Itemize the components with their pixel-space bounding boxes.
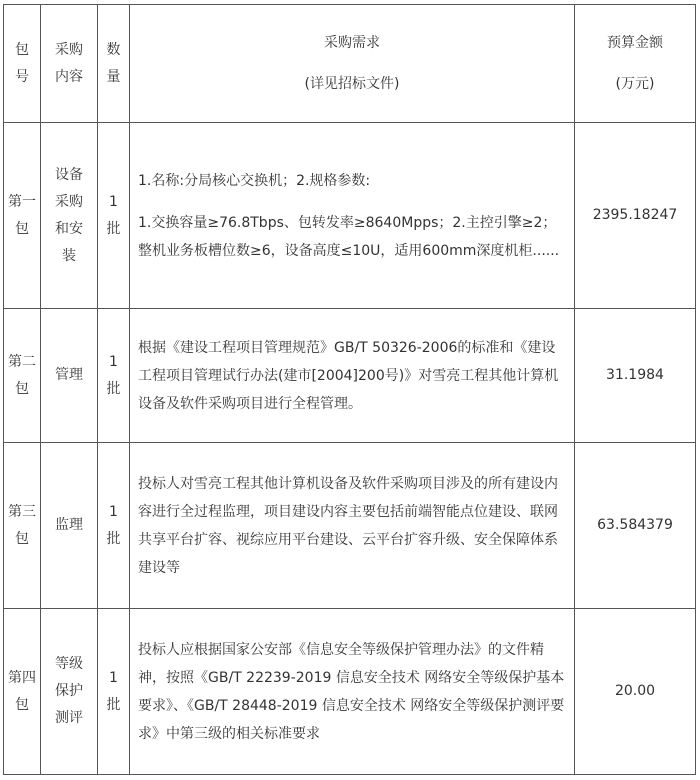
requirement-paragraph: 1.交换容量≥76.8Tbps、包转发率≥8640Mpps；2.主控引擎≥2；整机业务板槽位数≥6，设备高度≤10U，适用600mm深度机柜...... bbox=[138, 214, 560, 259]
package-cell bbox=[4, 609, 41, 775]
header-package-line: 号 bbox=[15, 68, 29, 85]
package-line: 第二 bbox=[8, 353, 36, 370]
content-line: 等级 bbox=[55, 656, 83, 672]
content-cell bbox=[41, 609, 98, 775]
header-quantity-line: 量 bbox=[106, 68, 121, 85]
budget-cell: 20.00 bbox=[575, 609, 696, 775]
table-row bbox=[4, 609, 696, 775]
budget-cell: 31.1984 bbox=[575, 309, 696, 443]
package-line: 第三 bbox=[8, 503, 36, 520]
requirement-cell bbox=[130, 123, 575, 309]
requirement-paragraph: 根据《建设工程项目管理规范》GB/T 50326-2006的标准和《建设工程项目管理试行办法(建市[2004]200号)》对雪亮工程其他计算机设备及软件采购项目进行全程管理。 bbox=[138, 339, 559, 412]
requirement-cell bbox=[130, 609, 575, 775]
quantity-line: 1 bbox=[109, 669, 118, 686]
header-content-line: 内容 bbox=[55, 68, 83, 85]
paragraph-gap bbox=[138, 195, 566, 209]
quantity-line: 1 bbox=[109, 193, 118, 210]
header-quantity bbox=[98, 5, 130, 123]
header-budget bbox=[575, 5, 696, 123]
content-line: 保护 bbox=[55, 683, 83, 699]
header-package bbox=[4, 5, 41, 123]
quantity-cell bbox=[98, 443, 130, 609]
package-line: 包 bbox=[15, 530, 29, 547]
procurement-table bbox=[3, 4, 696, 775]
header-budget-title: 预算金额 bbox=[607, 34, 663, 51]
quantity-cell bbox=[98, 609, 130, 775]
content-line: 装 bbox=[62, 247, 76, 264]
package-line: 包 bbox=[15, 380, 29, 397]
package-line: 包 bbox=[15, 220, 29, 237]
package-line: 第一 bbox=[8, 193, 36, 210]
content-line: 管理 bbox=[55, 367, 83, 383]
content-line: 和安 bbox=[55, 220, 83, 237]
quantity-line: 批 bbox=[106, 696, 121, 713]
quantity-line: 1 bbox=[109, 353, 118, 370]
package-line: 包 bbox=[15, 696, 29, 713]
header-requirement bbox=[130, 5, 575, 123]
content-cell bbox=[41, 443, 98, 609]
quantity-line: 批 bbox=[106, 380, 121, 397]
quantity-cell bbox=[98, 123, 130, 309]
quantity-line: 1 bbox=[109, 503, 118, 520]
quantity-line: 批 bbox=[106, 530, 121, 547]
content-line: 采购 bbox=[55, 193, 83, 210]
content-line: 设备 bbox=[55, 166, 83, 183]
header-row bbox=[4, 5, 696, 123]
header-requirement-title: 采购需求 bbox=[324, 34, 380, 51]
requirement-cell bbox=[130, 309, 575, 443]
table-row bbox=[4, 443, 696, 609]
table-row bbox=[4, 309, 696, 443]
package-cell bbox=[4, 123, 41, 309]
header-content-line: 采购 bbox=[55, 41, 83, 58]
table-row bbox=[4, 123, 696, 309]
package-cell bbox=[4, 443, 41, 609]
header-package-line: 包 bbox=[15, 41, 29, 58]
header-requirement-note: (详见招标文件) bbox=[304, 75, 400, 92]
content-cell bbox=[41, 123, 98, 309]
content-line: 测评 bbox=[55, 710, 83, 726]
quantity-line: 批 bbox=[106, 220, 121, 237]
package-cell bbox=[4, 309, 41, 443]
requirement-cell bbox=[130, 443, 575, 609]
budget-cell: 2395.18247 bbox=[575, 123, 696, 309]
requirement-paragraph: 投标人应根据国家公安部《信息安全等级保护管理办法》的文件精神，按照《GB/T 22239-2019 信息安全技术 网络安全等级保护基本要求》、《GB/T 28448-2019 信息安全技术 网络安全等级保护测评要求》中第三级的相关标准要求 bbox=[138, 641, 565, 742]
content-cell bbox=[41, 309, 98, 443]
content-line: 监理 bbox=[55, 517, 83, 533]
budget-cell: 63.584379 bbox=[575, 443, 696, 609]
header-content bbox=[41, 5, 98, 123]
header-budget-unit: (万元) bbox=[615, 75, 655, 92]
requirement-paragraph: 1.名称:分局核心交换机；2.规格参数: bbox=[138, 172, 371, 189]
package-line: 第四 bbox=[8, 669, 36, 686]
requirement-paragraph: 投标人对雪亮工程其他计算机设备及软件采购项目涉及的所有建设内容进行全过程监理，项目建设内容主要包括前端智能点位建设、联网共享平台扩容、视综应用平台建设、云平台扩容升级、安全保障体系建设等 bbox=[138, 475, 558, 576]
header-quantity-line: 数 bbox=[106, 41, 121, 58]
quantity-cell bbox=[98, 309, 130, 443]
